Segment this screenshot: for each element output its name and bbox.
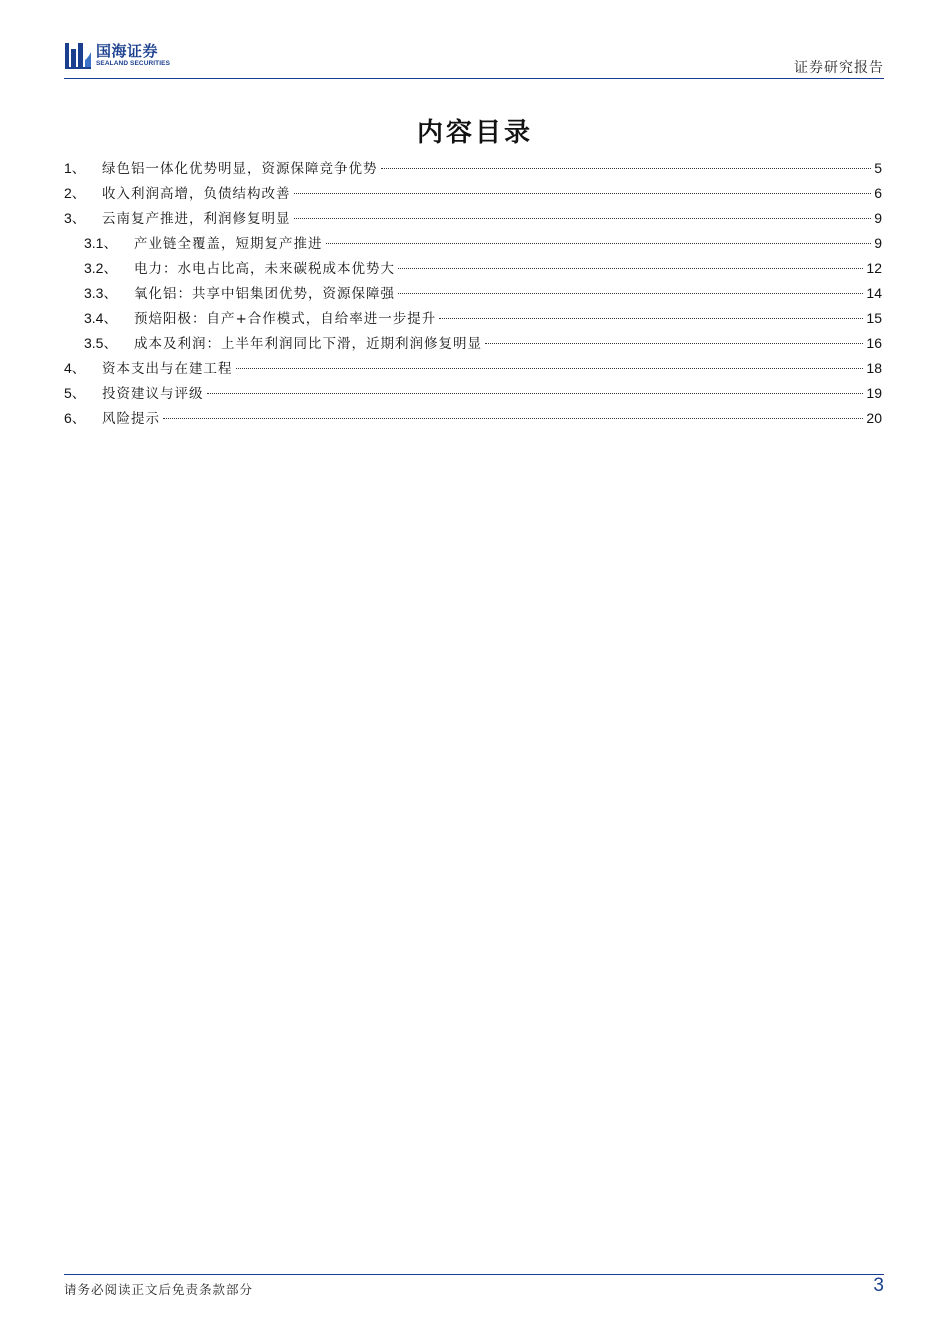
toc-entry-label[interactable]: 产业链全覆盖，短期复产推进 xyxy=(134,236,323,252)
toc-entry-label[interactable]: 氧化铝：共享中铝集团优势，资源保障强 xyxy=(134,286,395,302)
toc-dot-leader xyxy=(485,343,863,344)
toc-entry-page[interactable]: 9 xyxy=(874,210,882,226)
toc-dot-leader xyxy=(207,393,864,394)
toc-entry-label[interactable]: 预焙阳极：自产+合作模式，自给率进一步提升 xyxy=(134,311,437,327)
toc-entry[interactable] xyxy=(64,306,882,331)
toc-entry[interactable] xyxy=(64,231,882,256)
toc-dot-leader xyxy=(163,418,863,419)
toc-entry-page[interactable]: 5 xyxy=(874,160,882,176)
toc-entry-page[interactable]: 18 xyxy=(866,360,882,376)
toc-entry-number: 1、 xyxy=(64,160,86,176)
toc-entry-number: 4、 xyxy=(64,360,86,376)
toc-entry-page[interactable]: 15 xyxy=(866,310,882,326)
toc-entry-number: 2、 xyxy=(64,185,86,201)
toc-entry-page[interactable]: 20 xyxy=(866,410,882,426)
toc-dot-leader xyxy=(439,318,863,319)
toc-entry-label[interactable]: 成本及利润：上半年利润同比下滑，近期利润修复明显 xyxy=(134,336,482,352)
toc-dot-leader xyxy=(398,293,863,294)
toc-entry-label[interactable]: 风险提示 xyxy=(102,411,160,427)
table-of-contents xyxy=(64,156,882,431)
toc-entry[interactable] xyxy=(64,281,882,306)
toc-entry-number: 3.1、 xyxy=(84,235,118,251)
toc-entry[interactable] xyxy=(64,206,882,231)
toc-entry[interactable] xyxy=(64,381,882,406)
toc-entry-page[interactable]: 16 xyxy=(866,335,882,351)
toc-entry[interactable] xyxy=(64,406,882,431)
toc-entry-number: 5、 xyxy=(64,385,86,401)
company-logo xyxy=(64,38,170,72)
page-header xyxy=(64,36,884,80)
toc-entry[interactable] xyxy=(64,356,882,381)
toc-entry-page[interactable]: 14 xyxy=(866,285,882,301)
toc-entry-number: 3.3、 xyxy=(84,285,118,301)
toc-entry[interactable] xyxy=(64,181,882,206)
toc-dot-leader xyxy=(294,218,872,219)
toc-entry-label[interactable]: 云南复产推进，利润修复明显 xyxy=(102,211,291,227)
toc-entry-label[interactable]: 电力：水电占比高，未来碳税成本优势大 xyxy=(134,261,395,277)
toc-dot-leader xyxy=(326,243,872,244)
toc-entry-number: 3.4、 xyxy=(84,310,118,326)
toc-dot-leader xyxy=(236,368,864,369)
toc-dot-leader xyxy=(398,268,863,269)
toc-entry[interactable] xyxy=(64,256,882,281)
toc-entry-label[interactable]: 绿色铝一体化优势明显，资源保障竞争优势 xyxy=(102,161,378,177)
toc-entry[interactable] xyxy=(64,331,882,356)
page-number: 3 xyxy=(873,1275,884,1296)
toc-entry-number: 3.2、 xyxy=(84,260,118,276)
toc-title: 内容目录 xyxy=(416,118,533,148)
header-divider xyxy=(64,78,884,79)
toc-entry-number: 3、 xyxy=(64,210,86,226)
report-type-label: 证券研究报告 xyxy=(794,60,884,76)
toc-entry-page[interactable]: 6 xyxy=(874,185,882,201)
logo-text xyxy=(96,42,170,68)
toc-entry-page[interactable]: 19 xyxy=(866,385,882,401)
toc-dot-leader xyxy=(294,193,872,194)
toc-dot-leader xyxy=(381,168,872,169)
toc-entry-label[interactable]: 投资建议与评级 xyxy=(102,386,204,402)
toc-entry-label[interactable]: 收入利润高增，负债结构改善 xyxy=(102,186,291,202)
footer-divider xyxy=(64,1274,884,1275)
sealand-logo-icon xyxy=(64,40,92,70)
logo-english-name: SEALAND SECURITIES xyxy=(96,60,171,67)
toc-entry-label[interactable]: 资本支出与在建工程 xyxy=(102,361,233,377)
footer-disclaimer: 请务必阅读正文后免责条款部分 xyxy=(64,1282,254,1297)
logo-chinese-name: 国海证券 xyxy=(96,42,159,60)
toc-entry[interactable] xyxy=(64,156,882,181)
toc-entry-number: 6、 xyxy=(64,410,86,426)
toc-entry-page[interactable]: 9 xyxy=(874,235,882,251)
toc-entry-number: 3.5、 xyxy=(84,335,118,351)
toc-entry-page[interactable]: 12 xyxy=(866,260,882,276)
